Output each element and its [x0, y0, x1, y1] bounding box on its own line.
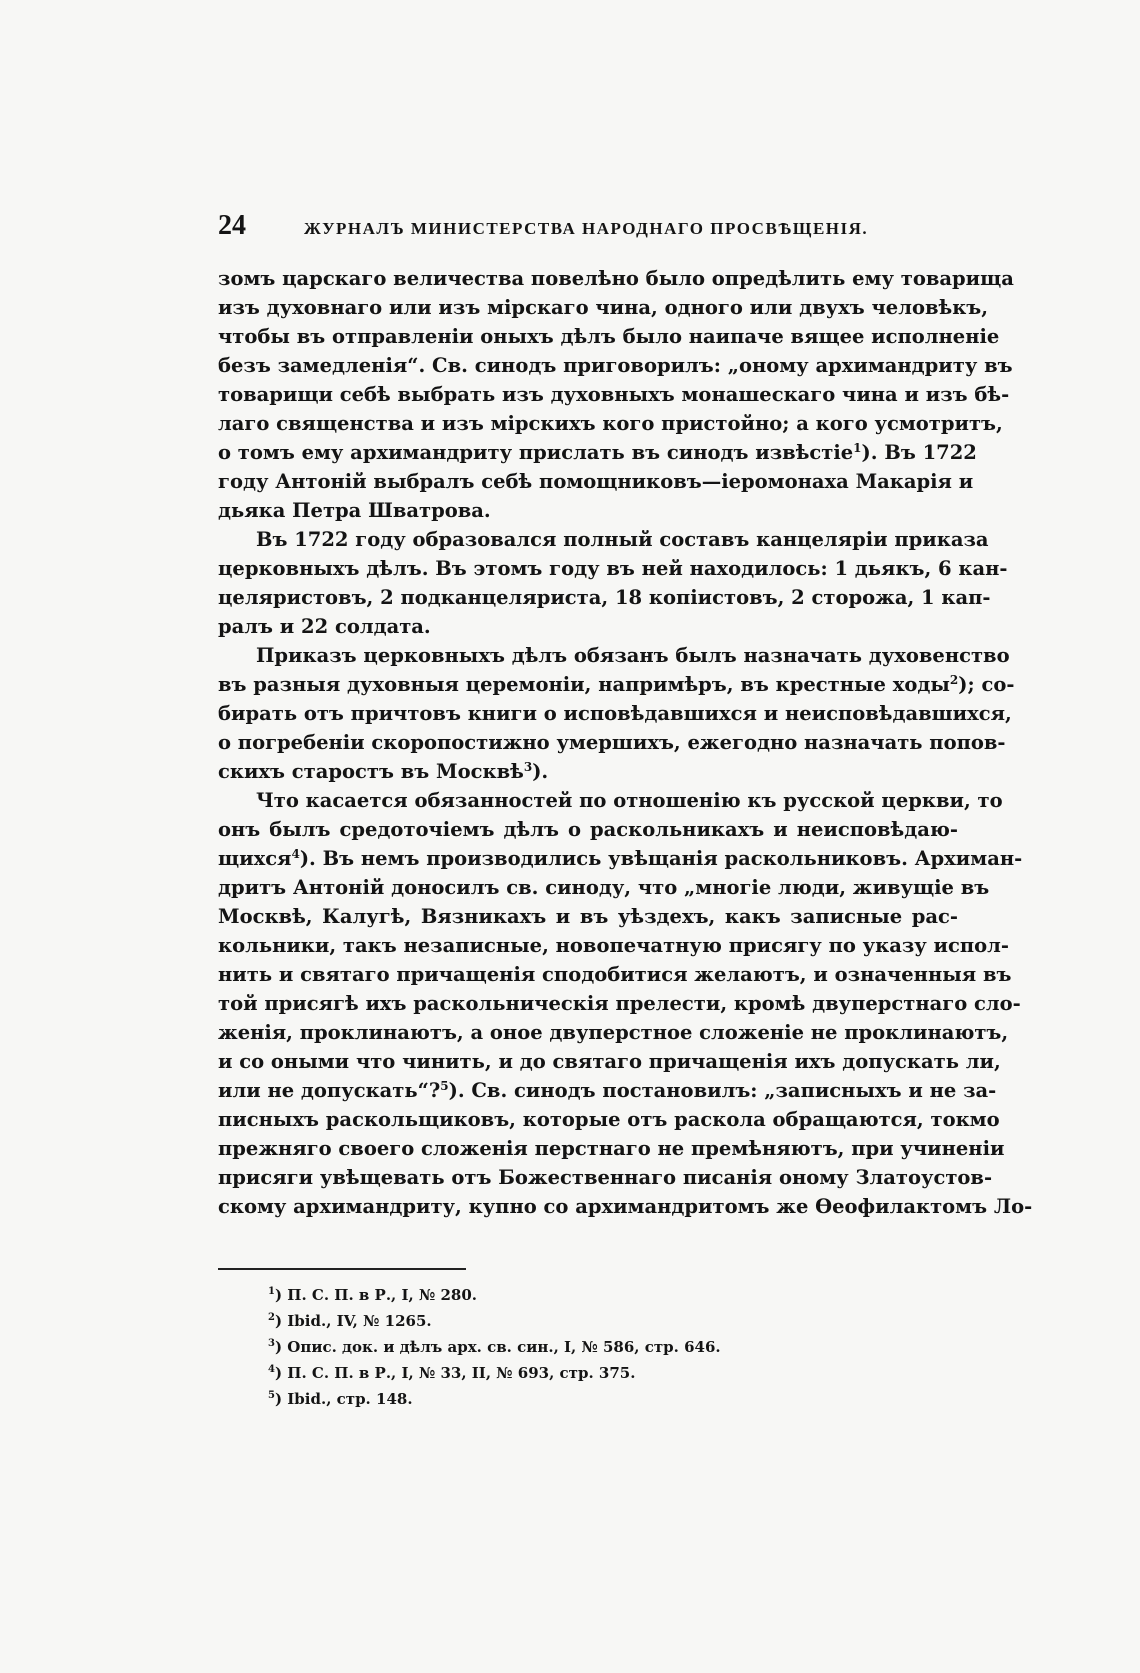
- text-line-content: изъ духовнаго или изъ мірскаго чина, одного или двухъ человѣкъ,: [218, 296, 989, 319]
- text-line-content: или не допускать“?: [218, 1079, 441, 1102]
- footnote-marker: 1: [268, 1286, 275, 1297]
- text-line: [218, 496, 958, 525]
- text-line-content: той присягѣ ихъ раскольническія прелести, кромѣ двуперстнаго сло-: [218, 992, 1021, 1015]
- text-line-content: Москвѣ, Калугѣ, Вязникахъ и въ уѣздехъ, какъ записные рас-: [218, 905, 958, 928]
- text-line: [218, 641, 1010, 670]
- text-line-content: женія, проклинаютъ, а оное двуперстное сложеніе не проклинаютъ,: [218, 1021, 1009, 1044]
- footnote-reference: 4: [291, 847, 300, 861]
- text-line: [218, 1018, 1009, 1047]
- text-line-content: скому архимандриту, купно со архимандритомъ же Ѳеофилактомъ Ло-: [218, 1195, 1033, 1218]
- text-line-content: въ разныя духовныя церемоніи, напримѣръ, въ крестные ходы: [218, 673, 950, 696]
- footnotes: [268, 1282, 868, 1412]
- text-line: [218, 1105, 1000, 1134]
- text-line-content: году Антоній выбралъ себѣ помощниковъ—іеромонаха Макарія и: [218, 470, 974, 493]
- text-line-continuation: ). Св. синодъ постановилъ: „записныхъ и не за-: [448, 1079, 997, 1102]
- text-line: [218, 844, 1023, 873]
- text-line: [218, 293, 989, 322]
- footnote: [268, 1334, 868, 1360]
- text-line-continuation: ). Въ 1722: [861, 441, 977, 464]
- text-line-content: о погребеніи скоропостижно умершихъ, ежегодно назначать попов-: [218, 731, 1006, 754]
- text-line: [218, 1192, 1033, 1221]
- text-line: [218, 1163, 993, 1192]
- text-line-content: и со оными что чинить, и до святаго причащенія ихъ допускать ли,: [218, 1050, 1001, 1073]
- text-line: [218, 380, 1010, 409]
- text-line: [218, 699, 1012, 728]
- text-line-content: нить и святаго причащенія сподобитися желаютъ, и означенныя въ: [218, 963, 1012, 986]
- text-line: [218, 931, 1010, 960]
- text-line: [218, 467, 974, 496]
- text-line: [218, 264, 1014, 293]
- text-line: [218, 757, 958, 786]
- text-line: [218, 1076, 997, 1105]
- footnote-marker: 4: [268, 1364, 275, 1375]
- text-line: [218, 525, 989, 554]
- text-line: [218, 554, 1008, 583]
- running-header: [218, 210, 958, 250]
- text-line-content: прежняго своего сложенія перстнаго не премѣняютъ, при учиненіи: [218, 1137, 1005, 1160]
- text-line-content: Что касается обязанностей по отношенію къ русской церкви, то: [256, 789, 1003, 812]
- text-line-content: о томъ ему архимандриту прислать въ синодъ извѣстіе: [218, 441, 854, 464]
- text-line-content: кольники, такъ незаписные, новопечатную присягу по указу испол-: [218, 934, 1010, 957]
- text-line-continuation: ). Въ немъ производились увѣщанія раскольниковъ. Архиман-: [299, 847, 1023, 870]
- footnote: [268, 1308, 868, 1334]
- text-line: [218, 438, 977, 467]
- text-line-content: ралъ и 22 солдата.: [218, 615, 431, 638]
- text-line-content: Въ 1722 году образовался полный составъ канцеляріи приказа: [256, 528, 989, 551]
- text-line-content: зомъ царскаго величества повелѣно было опредѣлить ему товарища: [218, 267, 1014, 290]
- text-line-content: дритъ Антоній доносилъ св. синоду, что „многіе люди, живущіе въ: [218, 876, 990, 899]
- footnote-text: ) Ibid., IV, № 1265.: [274, 1312, 432, 1330]
- text-line-content: бирать отъ причтовъ книги о исповѣдавшихся и неисповѣдавшихся,: [218, 702, 1012, 725]
- footnote: [268, 1282, 868, 1308]
- footnote-reference: 1: [853, 441, 862, 455]
- text-line-content: писныхъ раскольщиковъ, которые отъ раскола обращаются, токмо: [218, 1108, 1000, 1131]
- text-line: [218, 351, 1013, 380]
- footnote-reference: 5: [440, 1079, 449, 1093]
- text-line-content: скихъ старостъ въ Москвѣ: [218, 760, 524, 783]
- text-line-content: онъ былъ средоточіемъ дѣлъ о раскольникахъ и неисповѣдаю-: [218, 818, 958, 841]
- text-line: [218, 670, 1015, 699]
- footnote-text: ) Опис. док. и дѣлъ арх. св. син., I, № 586, стр. 646.: [274, 1338, 721, 1356]
- body-text: [218, 264, 1033, 1221]
- text-line: [218, 728, 1006, 757]
- text-line-content: дьяка Петра Шватрова.: [218, 499, 491, 522]
- text-line: [218, 409, 1003, 438]
- text-line-content: товарищи себѣ выбрать изъ духовныхъ монашескаго чина и изъ бѣ-: [218, 383, 1010, 406]
- page-number: 24: [218, 210, 246, 241]
- text-line: [218, 1134, 1005, 1163]
- text-line: [218, 902, 958, 931]
- footnote: [268, 1386, 868, 1412]
- text-line-content: чтобы въ отправленіи оныхъ дѣлъ было наипаче вящее исполненіе: [218, 325, 1000, 348]
- footnote-marker: 5: [268, 1390, 275, 1401]
- footnote-marker: 2: [268, 1312, 275, 1323]
- text-line: [218, 583, 991, 612]
- footnote-marker: 3: [268, 1338, 275, 1349]
- text-line-content: Приказъ церковныхъ дѣлъ обязанъ былъ назначать духовенство: [256, 644, 1010, 667]
- footnote-text: ) П. С. П. в Р., I, № 33, II, № 693, стр. 375.: [274, 1364, 636, 1382]
- footnote: [268, 1360, 868, 1386]
- footnote-text: ) Ibid., стр. 148.: [274, 1390, 413, 1408]
- footnote-reference: 2: [949, 673, 959, 687]
- text-line: [218, 612, 958, 641]
- text-line: [218, 960, 1012, 989]
- text-line: [218, 815, 958, 844]
- footnote-divider: [218, 1268, 466, 1270]
- text-line-continuation: ); со-: [958, 673, 1015, 696]
- text-line-content: присяги увѣщевать отъ Божественнаго писанія оному Златоустов-: [218, 1166, 993, 1189]
- text-line-content: безъ замедленія“. Св. синодъ приговорилъ: „оному архимандриту въ: [218, 354, 1013, 377]
- footnote-reference: 3: [523, 760, 533, 774]
- journal-title: ЖУРНАЛЪ МИНИСТЕРСТВА НАРОДНАГО ПРОСВѢЩЕНІЯ.: [304, 219, 869, 238]
- text-line: [218, 873, 990, 902]
- footnote-text: ) П. С. П. в Р., I, № 280.: [274, 1286, 477, 1304]
- text-line-continuation: ).: [532, 760, 549, 783]
- text-line-content: лаго священства и изъ мірскихъ кого пристойно; а кого усмотритъ,: [218, 412, 1003, 435]
- text-line-content: целяристовъ, 2 подканцеляриста, 18 копіистовъ, 2 сторожа, 1 кап-: [218, 586, 991, 609]
- text-line: [218, 786, 1003, 815]
- text-line: [218, 322, 1000, 351]
- text-line-content: щихся: [218, 847, 292, 870]
- text-line: [218, 1047, 1001, 1076]
- text-line-content: церковныхъ дѣлъ. Въ этомъ году въ ней находилось: 1 дьякъ, 6 кан-: [218, 557, 1008, 580]
- text-line: [218, 989, 1021, 1018]
